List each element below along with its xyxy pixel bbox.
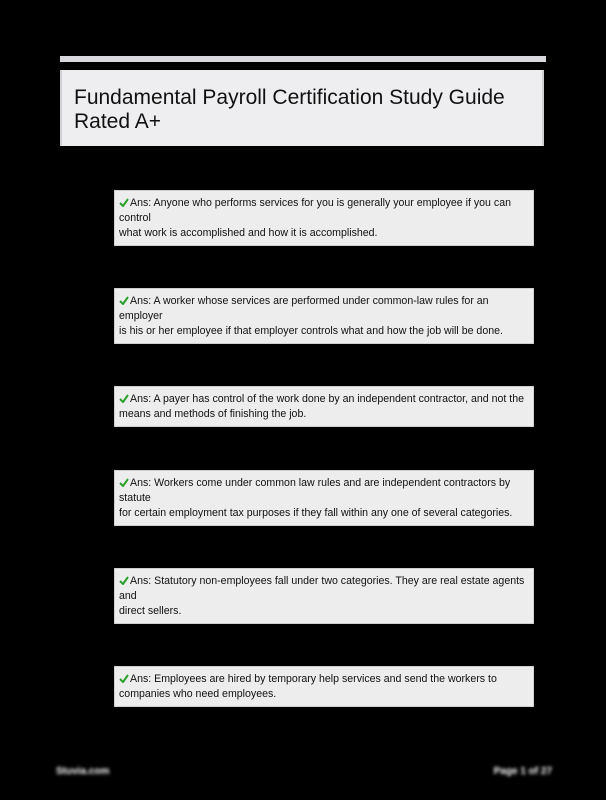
title-box: [60, 70, 544, 146]
checkmark-icon: [119, 198, 129, 207]
answer-text: Ans: Anyone who performs services for you is generally your employee if you can control: [119, 197, 511, 224]
answer-line-2: means and methods of finishing the job.: [119, 408, 307, 420]
answer-card-3: [114, 386, 534, 427]
answer-line-2: for certain employment tax purposes if they fall within any one of several categories.: [119, 507, 513, 519]
footer-site: Stuvia.com: [56, 766, 110, 777]
answer-line-1: [119, 392, 529, 407]
answer-text: Ans: Employees are hired by temporary help services and send the workers to: [130, 673, 497, 685]
answer-text: Ans: Workers come under common law rules and are independent contractors by statute: [119, 477, 511, 504]
answer-card-1: [114, 190, 534, 246]
checkmark-icon: [119, 674, 129, 683]
answer-line-1: [119, 574, 529, 604]
answer-line-1: [119, 294, 529, 324]
answer-card-5: [114, 568, 534, 624]
answer-line-1: [119, 196, 529, 226]
answer-line-2: is his or her employee if that employer controls what and how the job will be done.: [119, 325, 503, 337]
answer-text: Ans: A worker whose services are performed under common-law rules for an employer: [119, 295, 489, 322]
answer-card-6: [114, 666, 534, 707]
document-title: Fundamental Payroll Certification Study Guide Rated A+: [74, 86, 505, 133]
checkmark-icon: [119, 576, 129, 585]
answer-text: Ans: Statutory non-employees fall under two categories. They are real estate agents and: [119, 575, 525, 602]
answer-card-2: [114, 288, 534, 344]
answer-card-4: [114, 470, 534, 526]
answer-text: Ans: A payer has control of the work done by an independent contractor, and not the: [130, 393, 525, 405]
footer-page-number: Page 1 of 27: [493, 766, 552, 777]
checkmark-icon: [119, 478, 129, 487]
top-rule: [60, 56, 546, 62]
checkmark-icon: [119, 394, 129, 403]
answer-line-2: what work is accomplished and how it is accomplished.: [119, 227, 378, 239]
checkmark-icon: [119, 296, 129, 305]
answer-line-1: [119, 672, 529, 687]
answer-line-2: direct sellers.: [119, 605, 182, 617]
answer-line-1: [119, 476, 529, 506]
answer-line-2: companies who need employees.: [119, 688, 277, 700]
